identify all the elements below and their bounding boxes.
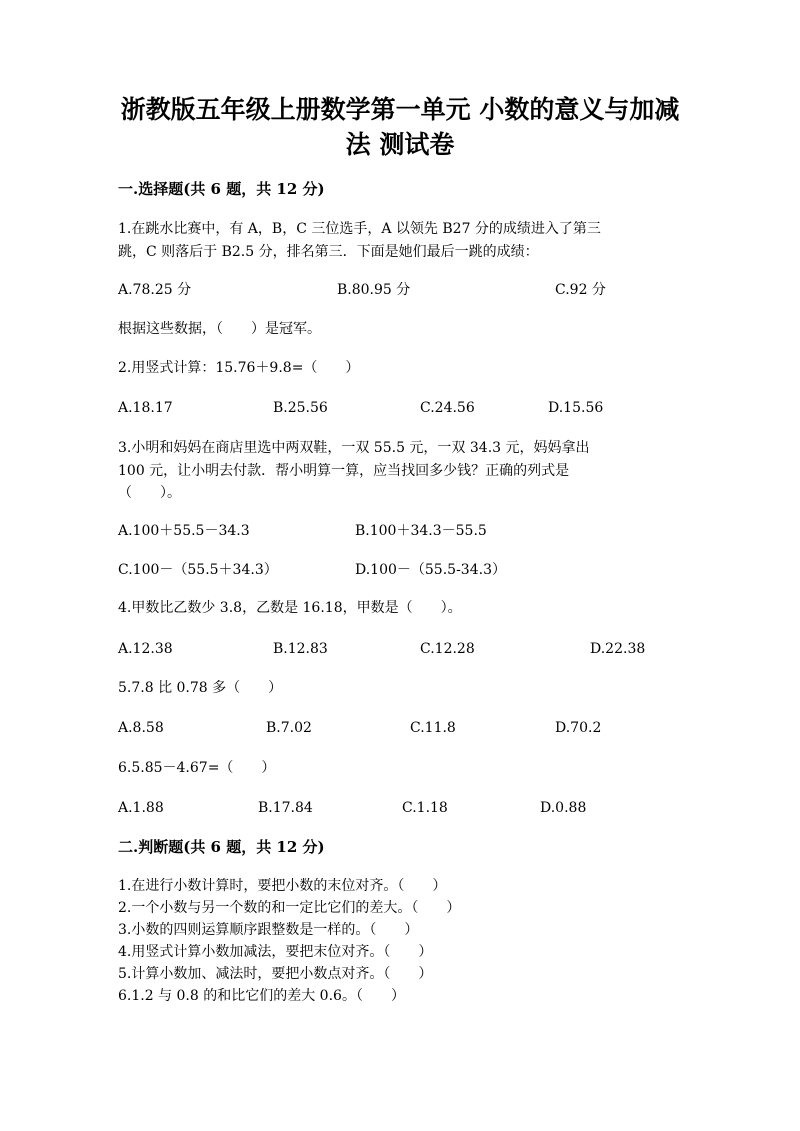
question-2-option-c: C.24.56 [420, 400, 475, 416]
question-1-line-2: 跳，C 则落后于 B2.5 分，排名第三．下面是她们最后一跳的成绩： [118, 244, 539, 260]
question-1-option-c: C.92 分 [555, 282, 606, 298]
tf-item-4: 4.用竖式计算小数加减法，要把末位对齐。（ ） [118, 944, 433, 960]
question-6-option-c: C.1.18 [402, 800, 448, 816]
question-4-option-a: A.12.38 [118, 641, 173, 657]
question-3-option-b: B.100＋34.3－55.5 [355, 523, 487, 539]
question-1-option-b: B.80.95 分 [337, 282, 411, 298]
question-6-line-1: 6.5.85－4.67=（ ） [118, 760, 276, 776]
question-3-line-3: （ ）。 [118, 485, 181, 501]
question-4-line-1: 4.甲数比乙数少 3.8，乙数是 16.18，甲数是（ ）。 [118, 600, 462, 616]
question-4-option-b: B.12.83 [273, 641, 328, 657]
title-line-1: 浙教版五年级上册数学第一单元 小数的意义与加减 [120, 95, 680, 124]
question-3-option-a: A.100＋55.5－34.3 [118, 523, 250, 539]
section-heading-choice: 一.选择题(共 6 题，共 12 分) [118, 180, 325, 198]
tf-item-2: 2.一个小数与另一个数的和一定比它们的差大。（ ） [118, 900, 461, 916]
section-heading-true-false: 二.判断题(共 6 题，共 12 分) [118, 838, 325, 856]
question-4-option-c: C.12.28 [420, 641, 475, 657]
question-6-option-d: D.0.88 [540, 800, 587, 816]
question-3-option-d: D.100－（55.5-34.3） [355, 562, 506, 578]
tf-item-5: 5.计算小数加、减法时，要把小数点对齐。（ ） [118, 966, 433, 982]
question-2-option-b: B.25.56 [273, 400, 328, 416]
question-6-option-b: B.17.84 [258, 800, 313, 816]
question-5-option-a: A.8.58 [118, 720, 164, 736]
page-title [100, 92, 700, 162]
question-3-line-1: 3.小明和妈妈在商店里选中两双鞋，一双 55.5 元，一双 34.3 元，妈妈拿出 [118, 440, 590, 456]
question-5-option-b: B.7.02 [266, 720, 312, 736]
question-2-option-d: D.15.56 [548, 400, 604, 416]
title-line-2: 法 测试卷 [345, 130, 455, 159]
question-5-option-d: D.70.2 [555, 720, 602, 736]
question-5-line-1: 5.7.8 比 0.78 多（ ） [118, 680, 283, 696]
tf-item-1: 1.在进行小数计算时，要把小数的末位对齐。（ ） [118, 878, 447, 894]
question-2-line-1: 2.用竖式计算：15.76＋9.8=（ ） [118, 360, 360, 376]
question-1-option-a: A.78.25 分 [118, 282, 192, 298]
question-5-option-c: C.11.8 [410, 720, 456, 736]
question-1-follow-up: 根据这些数据，（ ）是冠军。 [118, 321, 321, 337]
question-3-option-c: C.100－（55.5＋34.3） [118, 562, 278, 578]
tf-item-3: 3.小数的四则运算顺序跟整数是一样的。（ ） [118, 922, 419, 938]
question-6-option-a: A.1.88 [118, 800, 164, 816]
tf-item-6: 6.1.2 与 0.8 的和比它们的差大 0.6。（ ） [118, 988, 405, 1004]
question-3-line-2: 100 元，让小明去付款．帮小明算一算，应当找回多少钱？正确的列式是 [118, 463, 570, 479]
question-2-option-a: A.18.17 [118, 400, 173, 416]
question-1-line-1: 1.在跳水比赛中，有 A，B，C 三位选手，A 以领先 B27 分的成绩进入了第三 [118, 221, 601, 237]
question-4-option-d: D.22.38 [590, 641, 646, 657]
